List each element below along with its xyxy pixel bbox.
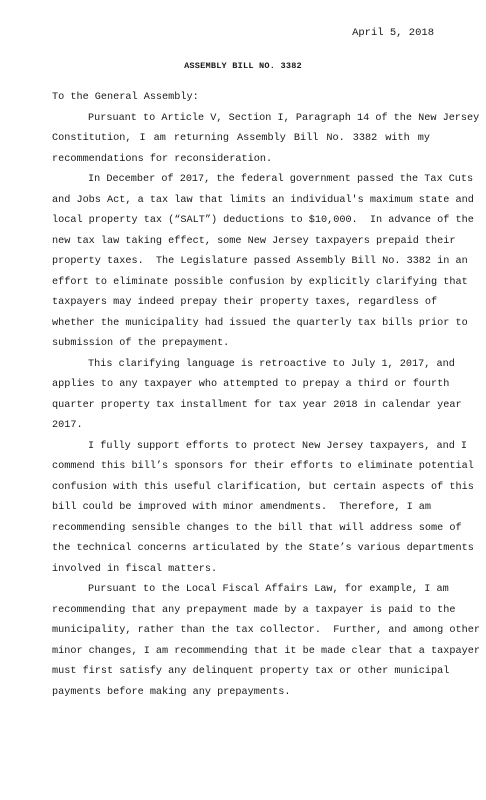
- paragraph-line: and Jobs Act, a tax law that limits an individual's maximum state and: [52, 194, 474, 206]
- paragraph-line: This clarifying language is retroactive to July 1, 2017, and: [88, 358, 455, 370]
- paragraph-line: recommendations for reconsideration.: [52, 153, 273, 165]
- paragraph-line: recommending that any prepayment made by a taxpayer is paid to the: [52, 604, 456, 616]
- paragraph-line: recommending sensible changes to the bill that will address some of: [52, 522, 462, 534]
- paragraph-line: Pursuant to the Local Fiscal Affairs Law, for example, I am: [88, 584, 449, 595]
- paragraph-line: must first satisfy any delinquent property tax or other municipal: [52, 666, 450, 677]
- letter-body: [52, 88, 480, 703]
- paragraph-line: confusion with this useful clarification, but certain aspects of this: [52, 481, 474, 493]
- paragraph: [52, 170, 474, 355]
- paragraph-line: bill could be improved with minor amendments. Therefore, I am: [52, 502, 432, 513]
- paragraph-line: quarter property tax installment for tax year 2018 in calendar year: [52, 399, 462, 411]
- paragraph: [52, 355, 462, 437]
- paragraph-line: whether the municipality had issued the quarterly tax bills prior to: [52, 317, 468, 329]
- paragraph-line: applies to any taxpayer who attempted to prepay a third or fourth: [52, 379, 450, 390]
- salutation: To the General Assembly:: [52, 92, 199, 103]
- paragraph-line: minor changes, I am recommending that it be made clear that a taxpayer: [52, 645, 480, 657]
- paragraph-line: In December of 2017, the federal government passed the Tax Cuts: [88, 174, 474, 185]
- paragraph-line: taxpayers may indeed prepay their property taxes, regardless of: [52, 297, 438, 308]
- document-title: ASSEMBLY BILL NO. 3382: [184, 61, 302, 71]
- paragraph-line: effort to eliminate possible confusion by explicitly clarifying that: [52, 276, 468, 288]
- paragraph-line: I fully support efforts to protect New Jersey taxpayers, and I: [88, 440, 468, 452]
- paragraph-line: payments before making any prepayments.: [52, 686, 291, 698]
- paragraphs: [52, 109, 480, 704]
- letter-date: April 5, 2018: [352, 27, 434, 39]
- paragraph-line: Constitution, I am returning Assembly Bill No. 3382 with my: [52, 133, 430, 144]
- paragraph: [52, 109, 480, 171]
- paragraph-line: commend this bill’s sponsors for their efforts to eliminate potential: [52, 461, 474, 472]
- paragraph: [52, 580, 480, 703]
- paragraph-line: the technical concerns articulated by the State’s various departments: [52, 543, 474, 554]
- paragraph-line: local property tax (“SALT”) deductions to $10,000. In advance of the: [52, 215, 474, 226]
- paragraph-line: involved in fiscal matters.: [52, 563, 218, 575]
- paragraph-line: Pursuant to Article V, Section I, Paragraph 14 of the New Jersey: [88, 112, 480, 124]
- paragraph-line: new tax law taking effect, some New Jersey taxpayers prepaid their: [52, 235, 456, 247]
- paragraph-line: 2017.: [52, 420, 83, 431]
- paragraph: [52, 437, 474, 581]
- paragraph-line: submission of the prepayment.: [52, 338, 230, 349]
- paragraph-line: property taxes. The Legislature passed Assembly Bill No. 3382 in an: [52, 256, 468, 267]
- paragraph-line: municipality, rather than the tax collector. Further, and among other: [52, 625, 480, 636]
